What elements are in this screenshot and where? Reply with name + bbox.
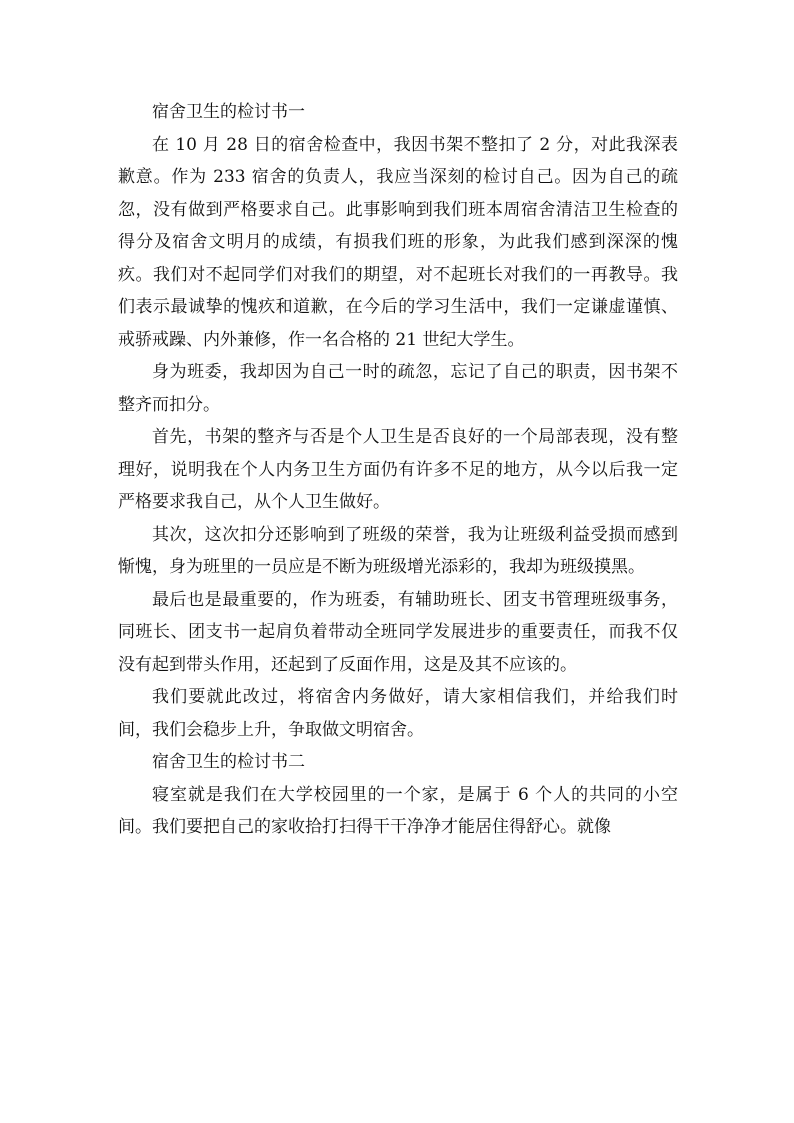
paragraph-1: 在 10 月 28 日的宿舍检查中，我因书架不整扣了 2 分，对此我深表歉意。作为 233 宿舍的负责人，我应当深刻的检讨自己。因为自己的疏忽，没有做到严格要求自己。此事影响到我们班本周宿舍清洁卫生检查的得分及宿舍文明月的成绩，有损我们班的形象，为此我们感到深深的愧疚。我们对不起同学们对我们的期望，对不起班长对我们的一再教导。我们表示最诚挚的愧疚和道歉，在今后的学习生活中，我们一定谦虚谨慎、戒骄戒躁、内外兼修，作一名合格的 21 世纪大学生。: [118, 134, 678, 350]
paragraph-7: 寝室就是我们在大学校园里的一个家，是属于 6 个人的共同的小空间。我们要把自己的家收拾打扫得干干净净才能居住得舒心。就像: [118, 784, 678, 837]
paragraph-6: 我们要就此改过，将宿舍内务做好，请大家相信我们，并给我们时间，我们会稳步上升，争取做文明宿舍。: [118, 687, 678, 740]
paragraph-5: 最后也是最重要的，作为班委，有辅助班长、团支书管理班级事务，同班长、团支书一起肩负着带动全班同学发展进步的重要责任，而我不仅没有起到带头作用，还起到了反面作用，这是及其不应该的。: [118, 589, 678, 675]
paragraph-3: 首先，书架的整齐与否是个人卫生是否良好的一个局部表现，没有整理好，说明我在个人内务卫生方面仍有许多不足的地方，从今以后我一定严格要求我自己，从个人卫生做好。: [118, 427, 678, 512]
section-title-2: 宿舍卫生的检讨书二: [152, 752, 305, 772]
document-page: [118, 96, 678, 844]
paragraph-2: 身为班委，我却因为自己一时的疏忽，忘记了自己的职责，因书架不整齐而扣分。: [118, 362, 678, 415]
paragraph-4: 其次，这次扣分还影响到了班级的荣誉，我为让班级利益受损而感到惭愧，身为班里的一员应是不断为班级增光添彩的，我却为班级摸黑。: [118, 524, 678, 577]
section-title-1: 宿舍卫生的检讨书一: [152, 102, 305, 122]
